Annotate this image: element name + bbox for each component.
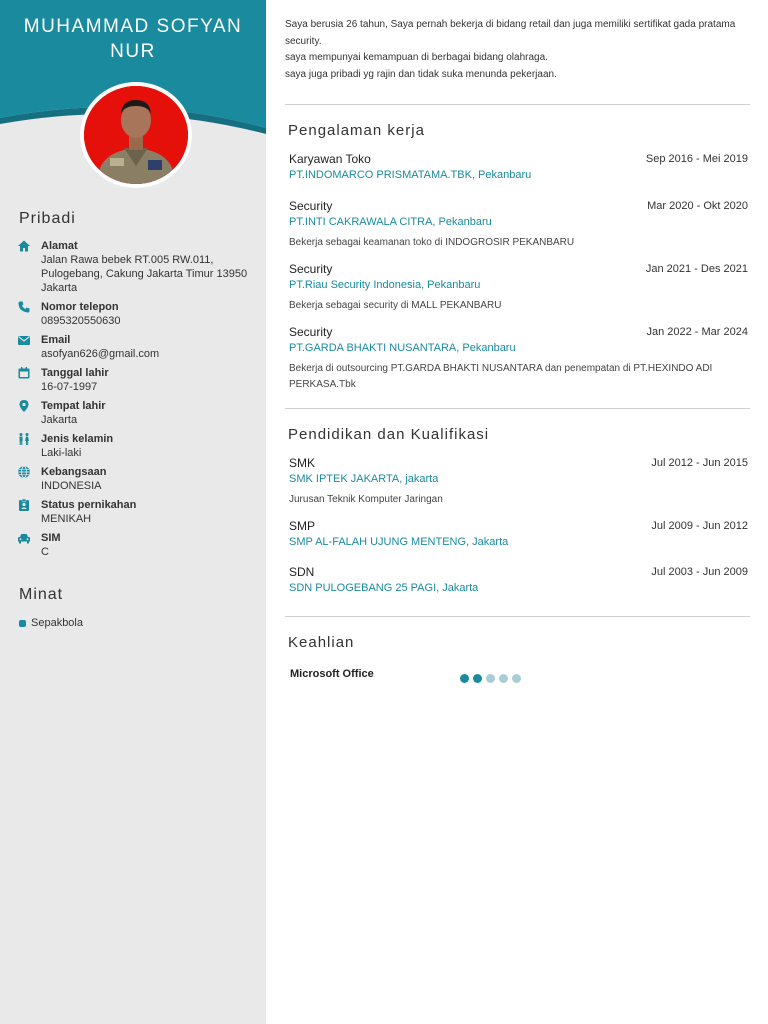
experience-entry [289, 262, 749, 314]
info-label: Kebangsaan [41, 466, 107, 478]
skill-level-dot [512, 674, 521, 683]
education-entry [289, 565, 749, 596]
info-phone [17, 300, 257, 328]
skill-level-dot [460, 674, 469, 683]
info-label: Status pernikahan [41, 499, 137, 511]
section-divider [285, 408, 750, 409]
info-nationality [17, 465, 257, 493]
info-value: C [41, 546, 49, 558]
calendar-icon [17, 366, 31, 380]
date-range: Sep 2016 - Mei 2019 [645, 153, 748, 165]
job-title: Security [289, 199, 333, 213]
school-level: SMK [289, 456, 316, 470]
info-label: Alamat [41, 240, 78, 252]
interests-section-title: Minat [19, 586, 64, 603]
job-description: Bekerja sebagai keamanan toko di INDOGROSIR PEKANBARU [289, 237, 575, 248]
info-email [17, 333, 257, 361]
info-value: Jalan Rawa bebek RT.005 RW.011, Pulogebang, Cakung Jakarta Timur 13950 Jakarta [41, 254, 248, 294]
summary-line: saya juga pribadi yg rajin dan tidak suka menunda pekerjaan. [285, 68, 557, 80]
skill-row [290, 668, 750, 680]
id-badge-icon [17, 498, 31, 512]
info-gender [17, 432, 257, 460]
info-label: Tempat lahir [41, 400, 106, 412]
info-birthdate [17, 366, 257, 394]
experience-entry [289, 199, 749, 251]
summary-line: saya mempunyai kemampuan di berbagai bidang olahraga. [285, 52, 548, 63]
job-title: Security [289, 262, 333, 276]
skill-level-dots [460, 670, 525, 688]
date-range: Jul 2003 - Jun 2009 [651, 566, 748, 578]
interest-item [19, 617, 83, 629]
date-range: Jan 2022 - Mar 2024 [646, 326, 748, 338]
info-label: Jenis kelamin [41, 433, 114, 445]
section-divider [285, 104, 750, 105]
job-description: Bekerja di outsourcing PT.GARDA BHAKTI NUSANTARA dan penempatan di PT.HEXINDO ADI PERKASA.Tbk [289, 363, 713, 390]
company: PT.Riau Security Indonesia, Pekanbaru [289, 279, 481, 291]
info-label: Email [41, 334, 71, 346]
info-value: MENIKAH [41, 513, 92, 525]
candidate-name: MUHAMMAD SOFYAN NUR [23, 16, 243, 62]
company: PT.INDOMARCO PRISMATAMA.TBK, Pekanbaru [289, 169, 532, 181]
home-icon [17, 239, 31, 253]
profile-summary [285, 17, 750, 83]
education-entry [289, 519, 749, 550]
education-section-title: Pendidikan dan Kualifikasi [288, 426, 490, 443]
section-divider [285, 616, 750, 617]
info-address [17, 239, 257, 295]
info-value: Jakarta [41, 414, 78, 426]
info-driving-license [17, 531, 257, 559]
gender-icon [17, 432, 31, 446]
date-range: Jan 2021 - Des 2021 [645, 263, 748, 275]
envelope-icon [17, 333, 31, 347]
school-name: SMK IPTEK JAKARTA, jakarta [289, 473, 439, 485]
experience-entry [289, 152, 749, 183]
company: PT.GARDA BHAKTI NUSANTARA, Pekanbaru [289, 342, 516, 354]
school-level: SMP [289, 519, 316, 533]
info-value: INDONESIA [41, 480, 102, 492]
job-description: Bekerja sebagai security di MALL PEKANBARU [289, 300, 502, 311]
job-title: Security [289, 325, 333, 339]
info-value: 0895320550630 [41, 315, 121, 327]
skills-section-title: Keahlian [288, 634, 355, 651]
education-description: Jurusan Teknik Komputer Jaringan [289, 494, 443, 505]
date-range: Jul 2012 - Jun 2015 [651, 457, 748, 469]
school-name: SDN PULOGEBANG 25 PAGI, Jakarta [289, 582, 479, 594]
info-label: SIM [41, 532, 61, 544]
summary-line: Saya berusia 26 tahun, Saya pernah bekerja di bidang retail dan juga memiliki sertifikat gada pratama security. [285, 19, 736, 47]
experience-section-title: Pengalaman kerja [288, 122, 425, 139]
bullet-icon [19, 620, 26, 627]
school-level: SDN [289, 565, 315, 579]
globe-icon [17, 465, 31, 479]
date-range: Jul 2009 - Jun 2012 [651, 520, 748, 532]
location-pin-icon [17, 399, 31, 413]
profile-photo [80, 82, 192, 188]
education-entry [289, 456, 749, 508]
interest-label: Sepakbola [31, 617, 83, 629]
date-range: Mar 2020 - Okt 2020 [647, 200, 748, 212]
info-label: Tanggal lahir [41, 367, 109, 379]
job-title: Karyawan Toko [289, 152, 371, 166]
skill-level-dot [473, 674, 482, 683]
personal-section-title: Pribadi [19, 210, 76, 227]
info-value: Laki-laki [41, 447, 82, 459]
skill-level-dot [499, 674, 508, 683]
school-name: SMP AL-FALAH UJUNG MENTENG, Jakarta [289, 536, 509, 548]
info-value: asofyan626@gmail.com [41, 348, 160, 360]
skill-level-dot [486, 674, 495, 683]
personal-info-list [17, 239, 257, 564]
info-label: Nomor telepon [41, 301, 119, 313]
sidebar [0, 0, 266, 1024]
phone-icon [17, 300, 31, 314]
info-marital-status [17, 498, 257, 526]
skill-name: Microsoft Office [290, 668, 374, 680]
car-icon [17, 531, 31, 545]
company: PT.INTI CAKRAWALA CITRA, Pekanbaru [289, 216, 492, 228]
info-value: 16-07-1997 [41, 381, 98, 393]
experience-entry [289, 325, 749, 393]
info-birthplace [17, 399, 257, 427]
